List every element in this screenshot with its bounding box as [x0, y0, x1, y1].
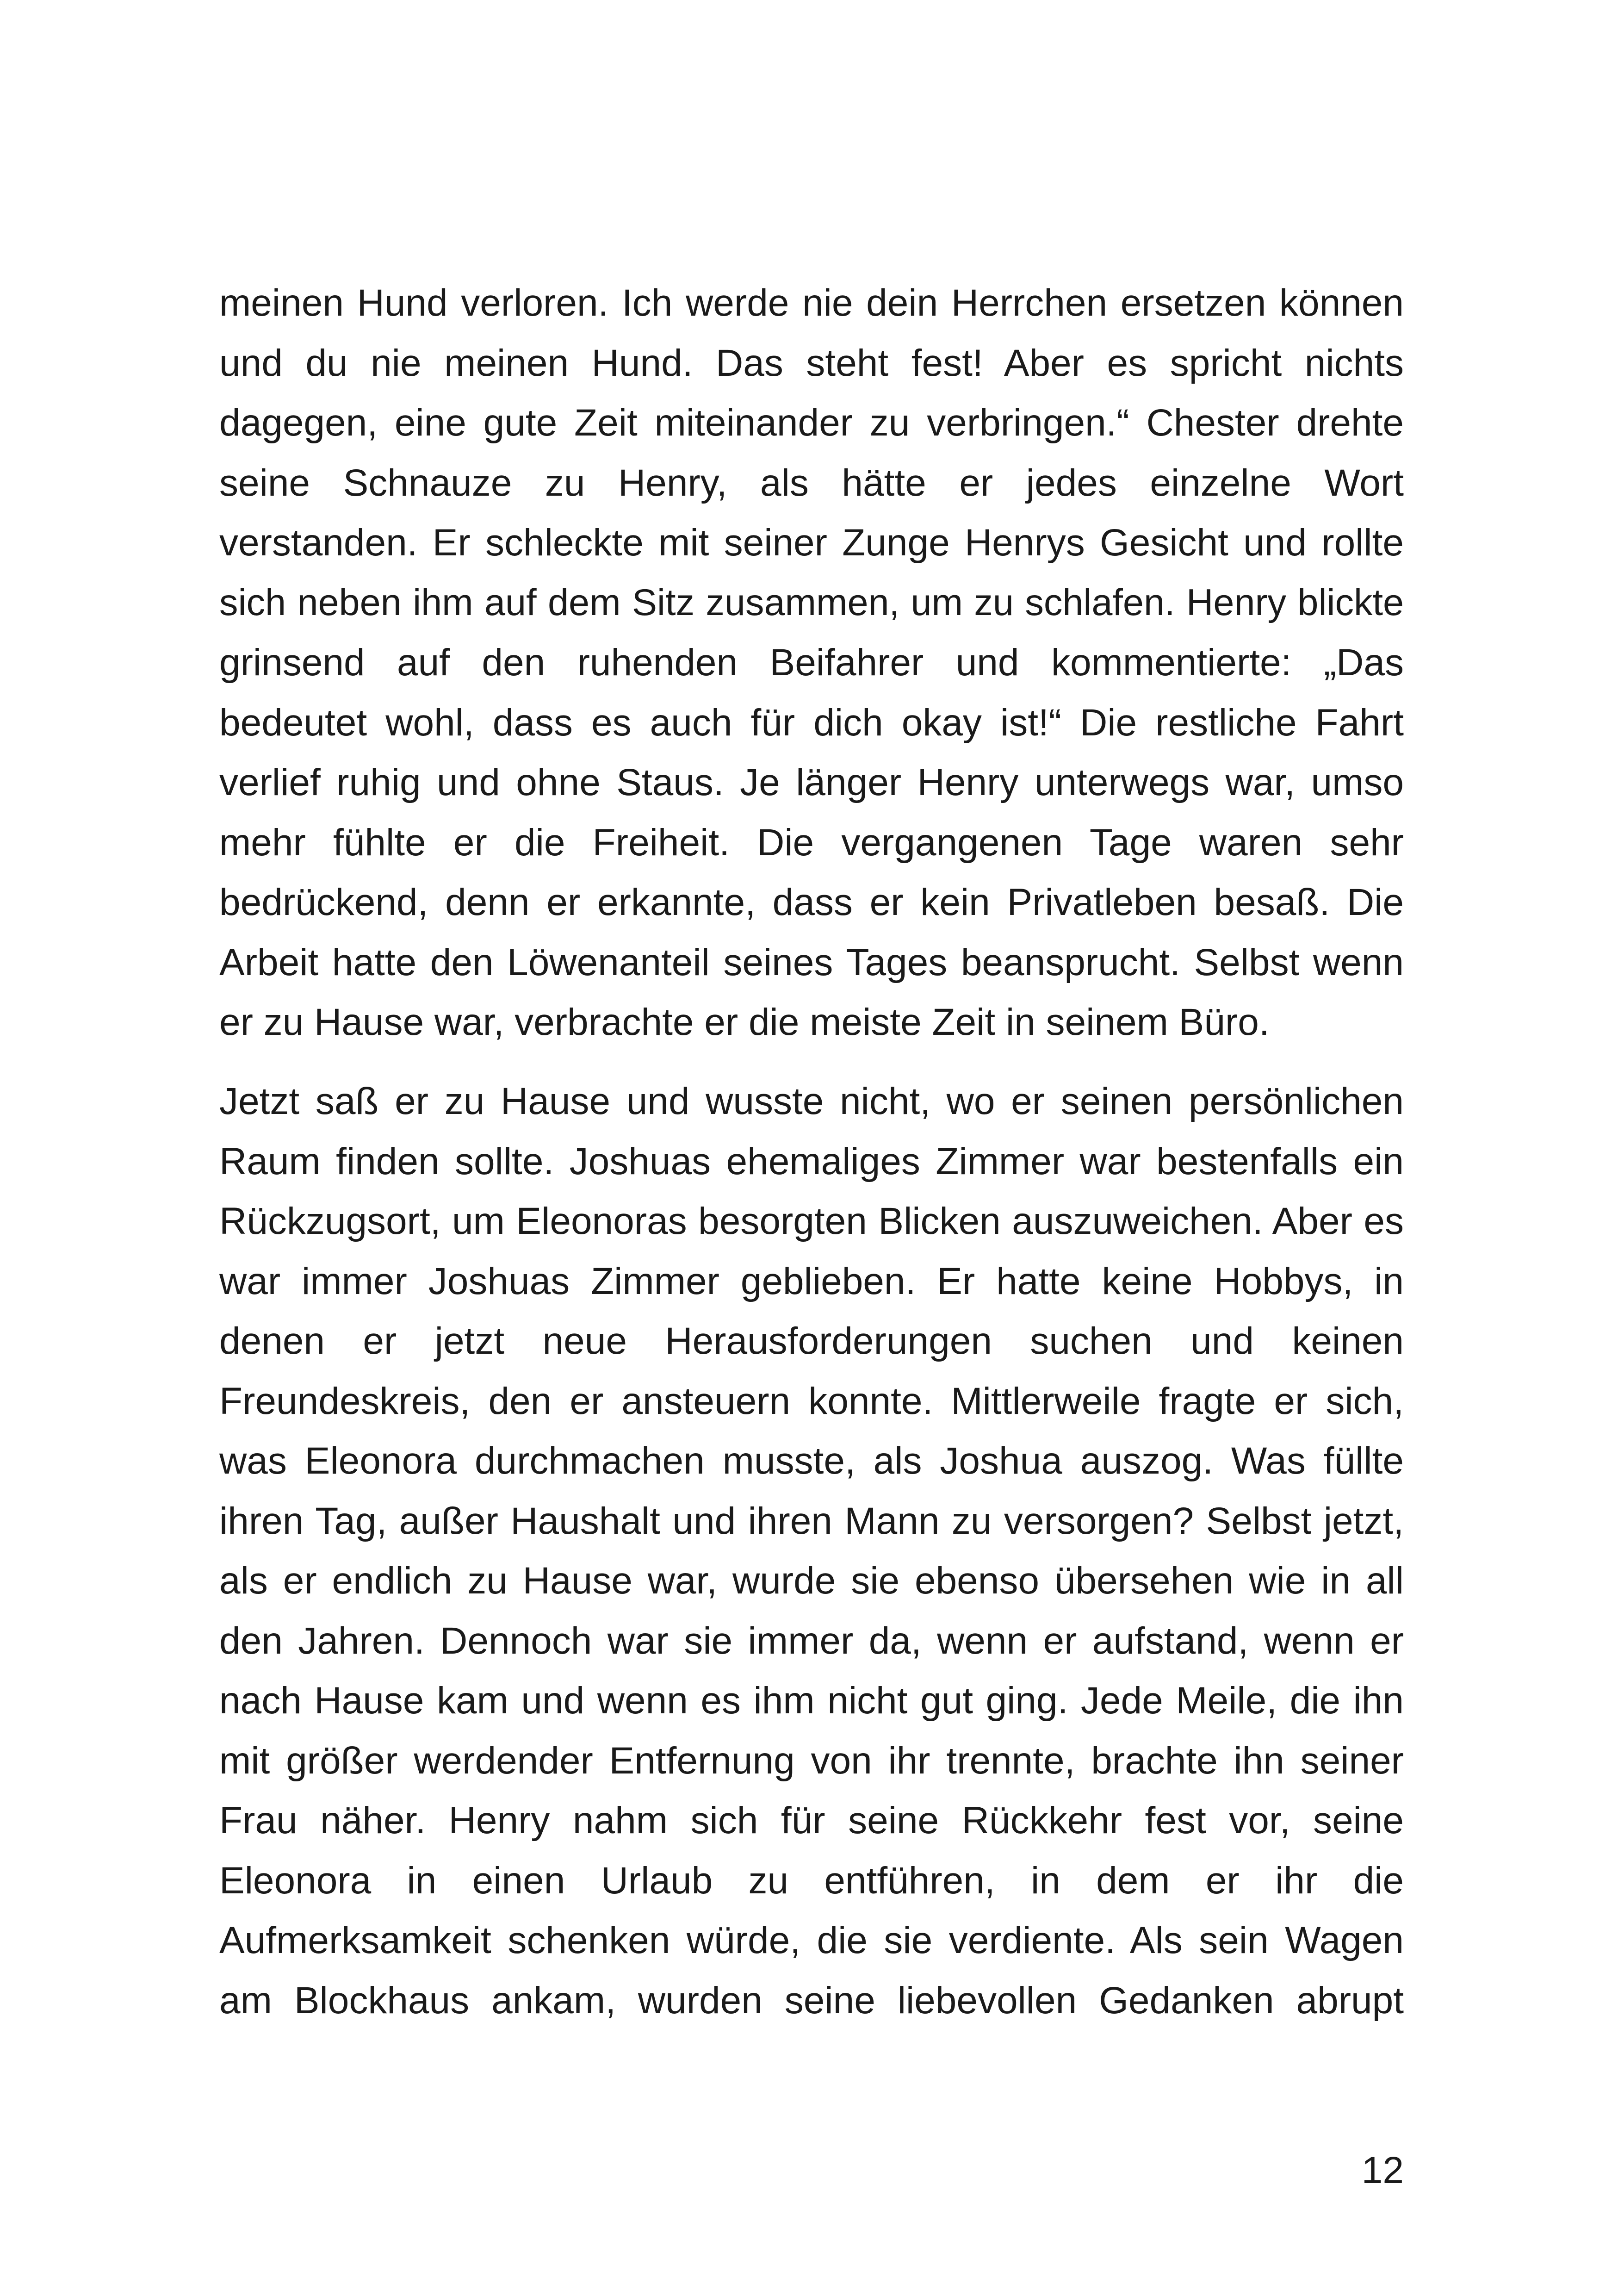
page-number: 12 — [1361, 2149, 1404, 2191]
text-line: bedeutet wohl, dass es auch für dich okay ist!“ Die restliche Fahrt — [219, 701, 1404, 744]
text-line: sich neben ihm auf dem Sitz zusammen, um zu schlafen. Henry blickte — [219, 581, 1404, 623]
text-line: nach Hause kam und wenn es ihm nicht gut ging. Jede Meile, die ihn — [219, 1680, 1404, 1722]
paragraph-2 — [219, 1071, 1404, 2030]
text-line: Raum finden sollte. Joshuas ehemaliges Zimmer war bestenfalls ein — [219, 1140, 1404, 1182]
text-line: dagegen, eine gute Zeit miteinander zu verbringen.“ Chester drehte — [219, 402, 1404, 444]
text-line: mehr fühlte er die Freiheit. Die vergangenen Tage waren sehr — [219, 821, 1404, 864]
text-line: denen er jetzt neue Herausforderungen suchen und keinen — [219, 1320, 1404, 1362]
text-line: Rückzugsort, um Eleonoras besorgten Blicken auszuweichen. Aber es — [219, 1200, 1404, 1242]
text-line: grinsend auf den ruhenden Beifahrer und kommentierte: „Das — [219, 641, 1404, 684]
text-line: er zu Hause war, verbrachte er die meiste Zeit in seinem Büro. — [219, 1001, 1270, 1043]
text-line: Freundeskreis, den er ansteuern konnte. Mittlerweile fragte er sich, — [219, 1380, 1404, 1422]
text-line: verlief ruhig und ohne Staus. Je länger Henry unterwegs war, umso — [219, 761, 1404, 803]
text-line: Aufmerksamkeit schenken würde, die sie verdiente. Als sein Wagen — [219, 1919, 1404, 1961]
text-line: verstanden. Er schleckte mit seiner Zunge Henrys Gesicht und rollte — [219, 522, 1404, 564]
text-line: ihren Tag, außer Haushalt und ihren Mann zu versorgen? Selbst jetzt, — [219, 1500, 1404, 1542]
text-line: am Blockhaus ankam, wurden seine liebevollen Gedanken abrupt — [219, 1979, 1404, 2022]
paragraph-1 — [219, 273, 1404, 1052]
text-line: was Eleonora durchmachen musste, als Joshua auszog. Was füllte — [219, 1440, 1404, 1482]
text-line: mit größer werdender Entfernung von ihr trennte, brachte ihn seiner — [219, 1739, 1404, 1782]
text-line: bedrückend, denn er erkannte, dass er kein Privatleben besaß. Die — [219, 881, 1404, 923]
text-line: als er endlich zu Hause war, wurde sie ebenso übersehen wie in all — [219, 1560, 1404, 1602]
text-line: und du nie meinen Hund. Das steht fest! Aber es spricht nichts — [219, 342, 1404, 384]
text-line: Arbeit hatte den Löwenanteil seines Tages beansprucht. Selbst wenn — [219, 941, 1404, 983]
text-line: meinen Hund verloren. Ich werde nie dein Herrchen ersetzen können — [219, 282, 1404, 324]
text-line: seine Schnauze zu Henry, als hätte er jedes einzelne Wort — [219, 461, 1404, 504]
text-line: Eleonora in einen Urlaub zu entführen, in dem er ihr die — [219, 1859, 1404, 1902]
text-line: war immer Joshuas Zimmer geblieben. Er hatte keine Hobbys, in — [219, 1260, 1404, 1302]
text-line: den Jahren. Dennoch war sie immer da, wenn er aufstand, wenn er — [219, 1619, 1404, 1662]
text-line: Frau näher. Henry nahm sich für seine Rückkehr fest vor, seine — [219, 1799, 1404, 1842]
text-line: Jetzt saß er zu Hause und wusste nicht, wo er seinen persönlichen — [219, 1080, 1404, 1122]
